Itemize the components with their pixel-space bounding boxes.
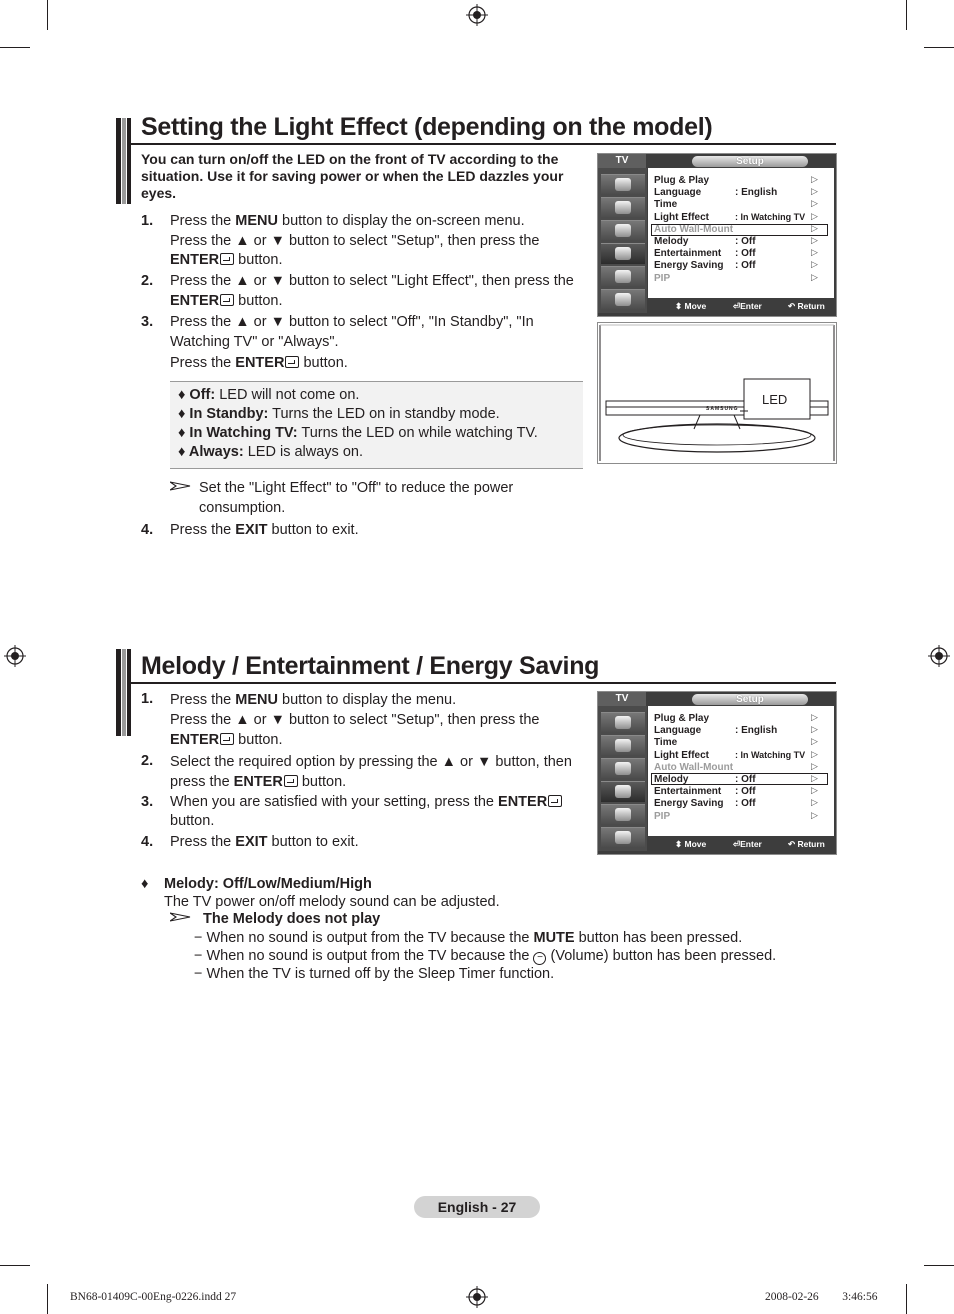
melody-description: The TV power on/off melody sound can be adjusted.: [164, 894, 500, 910]
title-rule: [131, 143, 836, 145]
led-label: LED: [762, 392, 788, 407]
osd-move: ⬍ Move: [675, 839, 707, 849]
osd-menu-item[interactable]: Auto Wall-Mount: [654, 761, 734, 773]
enter-icon: [285, 356, 299, 368]
sound-icon: [601, 197, 645, 218]
section-bar: [116, 118, 121, 204]
step-number: 1.: [141, 213, 154, 229]
step-text: Press the ENTER button.: [170, 355, 348, 371]
step-text: Press the ▲ or ▼ button to select "Off", "In Standby", "In Watching TV" or "Always".: [170, 314, 534, 350]
section-bar: [122, 649, 126, 736]
step-number: 1.: [141, 691, 154, 707]
osd-menu-value: : English: [735, 725, 778, 737]
option-off: ♦ Off: LED will not come on.: [178, 387, 360, 403]
osd-move: ⬍ Move: [675, 301, 707, 311]
osd-enter: ⏎Enter: [733, 839, 762, 849]
osd-menu-item[interactable]: Language: [654, 187, 702, 199]
registration-mark-icon: [466, 4, 488, 26]
section-bar: [127, 649, 131, 736]
chevron-right-icon: ▷: [811, 271, 818, 282]
title-rule: [131, 682, 836, 684]
enter-icon: [220, 294, 234, 306]
option-always: ♦ Always: LED is always on.: [178, 444, 363, 460]
chevron-right-icon: ▷: [811, 785, 818, 796]
chevron-right-icon: ▷: [811, 247, 818, 258]
chevron-right-icon: ▷: [811, 748, 818, 759]
chevron-right-icon: ▷: [811, 809, 818, 820]
chevron-right-icon: ▷: [811, 210, 818, 221]
option-in-standby: ♦ In Standby: Turns the LED on in standby mode.: [178, 406, 500, 422]
picture-icon: [601, 174, 645, 195]
chevron-right-icon: ▷: [811, 259, 818, 270]
input-icon: [601, 266, 645, 287]
setup-icon: [601, 243, 645, 264]
osd-menu-item[interactable]: Entertainment: [654, 786, 722, 798]
crop-mark: [0, 47, 30, 48]
chevron-right-icon: ▷: [811, 760, 818, 771]
osd-menu-item[interactable]: Melody: [654, 236, 689, 247]
osd-menu-item[interactable]: Energy Saving: [654, 798, 724, 810]
osd-setup-menu: [597, 153, 837, 317]
registration-mark-icon: [928, 645, 950, 667]
chevron-right-icon: ▷: [811, 736, 818, 747]
melody-condition: − When no sound is output from the TV because the MUTE button has been pressed.: [194, 930, 743, 946]
osd-menu-value: : Off: [735, 236, 756, 247]
osd-menu-value: : Off: [735, 260, 756, 272]
registration-mark-icon: [4, 645, 26, 667]
osd-menu-item[interactable]: Light Effect: [654, 211, 709, 223]
tv-front-drawing: [598, 323, 836, 463]
osd-menu-item[interactable]: Time: [654, 737, 678, 749]
melody-note: The Melody does not play: [203, 911, 381, 927]
chevron-right-icon: ▷: [811, 797, 818, 808]
section-bar: [127, 118, 131, 204]
note-arrow-icon: [170, 911, 192, 923]
osd-menu-value: : English: [735, 187, 778, 199]
melody-condition: − When no sound is output from the TV because the − (Volume) button has been pressed.: [194, 948, 777, 964]
section-bar: [122, 118, 126, 204]
chevron-right-icon: ▷: [811, 222, 818, 233]
osd-sidebar: [598, 168, 647, 313]
step-number: 4.: [141, 834, 154, 850]
osd-menu-item[interactable]: Entertainment: [654, 248, 722, 260]
crop-mark: [924, 47, 954, 48]
section-title: Melody / Entertainment / Energy Saving: [141, 652, 600, 680]
osd-header: Setup: [692, 694, 808, 705]
chevron-right-icon: ▷: [811, 198, 818, 209]
osd-menu-value: : In Watching TV: [735, 211, 806, 222]
osd-tv-label: TV: [598, 692, 646, 706]
step-text: Press the MENU button to display the on-screen menu. Press the ▲ or ▼ button to select "Setup", then press the ENTER button.: [170, 213, 540, 268]
picture-icon: [601, 712, 645, 733]
note-arrow-icon: [170, 480, 192, 492]
tv-brand: SAMSUNG: [706, 406, 739, 412]
osd-menu-item[interactable]: Auto Wall-Mount: [654, 223, 734, 235]
section-title: Setting the Light Effect (depending on the model): [141, 113, 713, 141]
osd-menu-item[interactable]: Plug & Play: [654, 713, 710, 724]
osd-menu-item[interactable]: PIP: [654, 810, 671, 822]
note-text: Set the "Light Effect" to "Off" to reduce the power consumption.: [199, 480, 514, 516]
channel-icon: [601, 220, 645, 241]
chevron-right-icon: ▷: [811, 174, 818, 184]
tv-led-illustration: [597, 322, 837, 464]
crop-mark: [924, 1265, 954, 1266]
melody-heading: Melody: Off/Low/Medium/High: [164, 876, 372, 892]
osd-return: ↶ Return: [788, 839, 825, 849]
osd-menu-value: : Off: [735, 786, 756, 798]
step-number: 2.: [141, 753, 154, 769]
osd-menu-value: : Off: [735, 774, 756, 785]
step-number: 3.: [141, 314, 154, 330]
digital-icon: [601, 289, 645, 310]
osd-menu-item[interactable]: PIP: [654, 272, 671, 284]
chevron-right-icon: ▷: [811, 712, 818, 722]
footer-timestamp: 2008-02-26 ￿￿ 3:46:56: [765, 1291, 878, 1303]
chevron-right-icon: ▷: [811, 773, 818, 783]
enter-icon: [220, 733, 234, 745]
crop-mark: [0, 1265, 30, 1266]
sound-icon: [601, 735, 645, 756]
step-text: Press the EXIT button to exit.: [170, 522, 359, 538]
osd-menu-item[interactable]: Plug & Play: [654, 175, 710, 186]
enter-icon: [284, 775, 298, 787]
crop-mark: [47, 1284, 48, 1314]
registration-mark-icon: [466, 1286, 488, 1308]
setup-icon: [601, 781, 645, 802]
step-text: Press the ▲ or ▼ button to select "Light Effect", then press the ENTER button.: [170, 273, 574, 309]
crop-mark: [906, 1284, 907, 1314]
osd-menu-item[interactable]: Energy Saving: [654, 260, 724, 272]
channel-icon: [601, 758, 645, 779]
intro-text: You can turn on/off the LED on the front of TV according to the situation. Use it for saving power or when the LED dazzles your eyes.: [141, 151, 564, 201]
step-number: 2.: [141, 273, 154, 289]
melody-condition: − When the TV is turned off by the Sleep Timer function.: [194, 966, 555, 982]
step-text: When you are satisfied with your setting, press the ENTER button.: [170, 793, 590, 831]
osd-menu-value: : In Watching TV: [735, 749, 806, 760]
enter-icon: [548, 795, 562, 807]
step-text: Press the MENU button to display the menu. Press the ▲ or ▼ button to select "Setup", then press the ENTER button.: [170, 692, 540, 748]
step-number: 4.: [141, 522, 154, 538]
osd-menu-value: : Off: [735, 248, 756, 260]
enter-icon: [220, 253, 234, 265]
osd-tv-label: TV: [598, 154, 646, 168]
osd-menu-item[interactable]: Light Effect: [654, 749, 709, 761]
osd-menu-item[interactable]: Time: [654, 199, 678, 211]
osd-sidebar: [598, 706, 647, 851]
osd-menu-item[interactable]: Melody: [654, 774, 689, 785]
step-text: Select the required option by pressing the ▲ or ▼ button, then press the ENTER button.: [170, 754, 572, 790]
digital-icon: [601, 827, 645, 848]
osd-return: ↶ Return: [788, 301, 825, 311]
option-in-watching-tv: ♦ In Watching TV: Turns the LED on while watching TV.: [178, 425, 538, 441]
osd-header: Setup: [692, 156, 808, 167]
step-number: 3.: [141, 794, 154, 810]
footer-file: BN68-01409C-00Eng-0226.indd 27: [70, 1291, 237, 1303]
input-icon: [601, 804, 645, 825]
chevron-right-icon: ▷: [811, 724, 818, 735]
osd-enter: ⏎Enter: [733, 301, 762, 311]
crop-mark: [47, 0, 48, 30]
chevron-right-icon: ▷: [811, 235, 818, 245]
osd-setup-menu: [597, 691, 837, 855]
step-text: Press the EXIT button to exit.: [170, 834, 359, 850]
osd-menu-item[interactable]: Language: [654, 725, 702, 737]
volume-minus-icon: −: [533, 952, 546, 965]
page-number: English - 27: [414, 1196, 540, 1218]
chevron-right-icon: ▷: [811, 186, 818, 197]
crop-mark: [906, 0, 907, 30]
osd-menu-value: : Off: [735, 798, 756, 810]
section-bar: [116, 649, 121, 736]
bullet-icon: ♦: [141, 876, 149, 892]
